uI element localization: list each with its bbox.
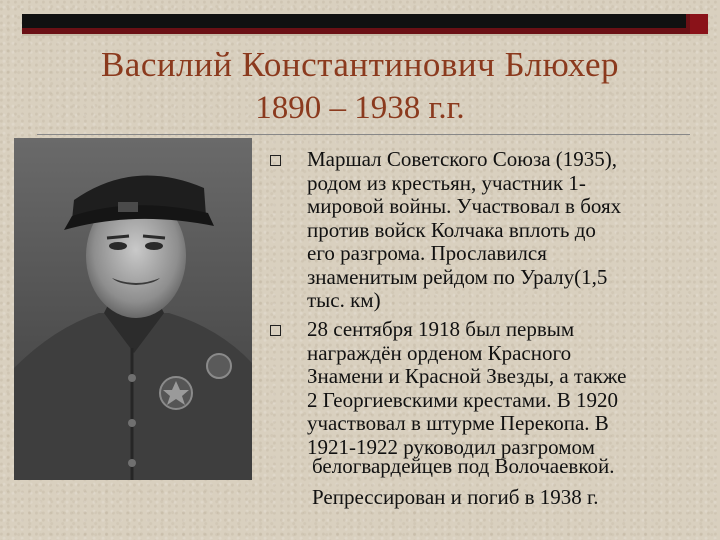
bullet-line: награждён орденом Красного (307, 340, 572, 365)
bullet-line: его разгрома. Прославился (307, 241, 547, 265)
bullet-line: знаменитым рейдом по Уралу(1,5 (307, 264, 608, 289)
continuation-line: белогвардейцев под Волочаевкой. (312, 454, 615, 478)
square-bullet-icon (270, 325, 281, 336)
bullet-line: Знамени и Красной Звезды, а также (307, 364, 627, 388)
bullet-line: тыс. км) (307, 288, 381, 312)
bullet-line: участвовал в штурме Перекопа. В (307, 411, 609, 435)
bullet-text (307, 318, 707, 459)
slide-title: Василий Константинович Блюхер (100, 45, 620, 84)
bullet-line: родом из крестьян, участник 1- (307, 170, 586, 195)
header-decor-band (22, 14, 686, 28)
portrait-photo (14, 138, 252, 480)
bullet-line: 1921-1922 руководил разгромом (307, 434, 595, 459)
title-divider (37, 134, 690, 135)
bullet-line: мировой войны. Участвовал в боях (307, 194, 622, 218)
square-bullet-icon (270, 155, 281, 166)
header-decor-square (690, 14, 708, 34)
bullet-line: против войск Колчака вплоть до (307, 217, 596, 242)
bullet-line: 28 сентября 1918 был первым (307, 317, 575, 341)
slide-subtitle: 1890 – 1938 г.г. (255, 90, 465, 126)
bullet-line: 2 Георгиевскими крестами. В 1920 (307, 387, 619, 412)
header-decor-line (22, 34, 708, 36)
bullet-text (307, 148, 707, 313)
bullet-line: Маршал Советского Союза (1935), (307, 147, 618, 171)
closing-line: Репрессирован и погиб в 1938 г. (312, 485, 599, 509)
